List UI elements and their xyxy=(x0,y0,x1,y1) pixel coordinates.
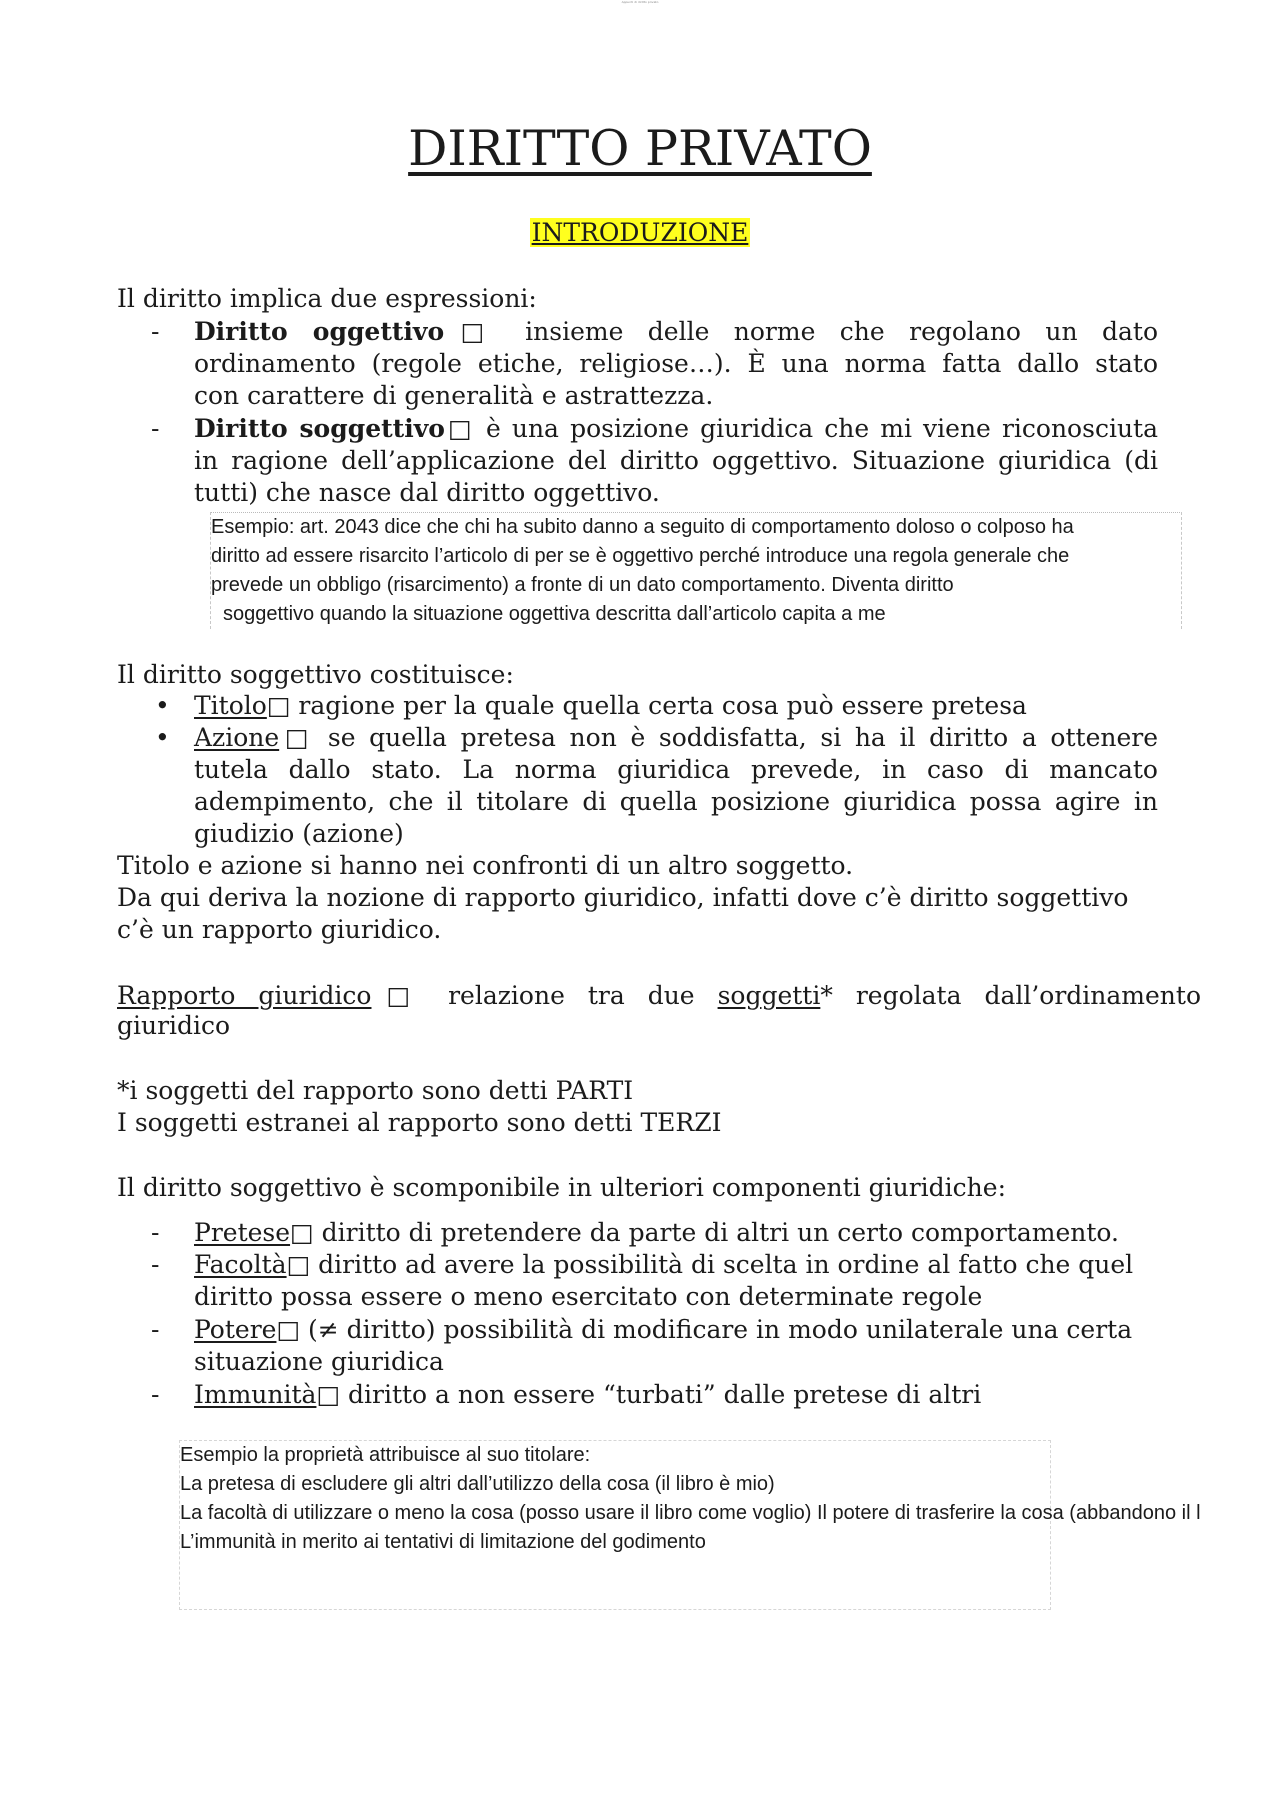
paragraph-line: c’è un rapporto giuridico. xyxy=(117,915,442,944)
list-item-line: situazione giuridica xyxy=(194,1347,444,1376)
term-label: Pretese xyxy=(194,1218,291,1247)
list-item-line: con carattere di generalità e astrattezza. xyxy=(194,381,714,410)
missing-glyph-icon: □ xyxy=(290,1218,314,1247)
term-label: Immunità xyxy=(194,1380,317,1409)
definition-line: giuridico xyxy=(117,1011,231,1040)
term-link: soggetti xyxy=(717,981,821,1010)
bullet-marker: • xyxy=(155,723,170,752)
term-label: Azione xyxy=(194,723,280,752)
example-line: diritto ad essere risarcito l’articolo di per se è oggettivo perché introduce una regola generale che xyxy=(211,545,1070,567)
term-label: Rapporto giuridico xyxy=(117,981,372,1010)
missing-glyph-icon: □ xyxy=(316,1380,341,1409)
list-item-line: ordinamento (regole etiche, religiose…). È una norma fatta dallo stato xyxy=(194,349,1158,378)
example-line: La pretesa di escludere gli altri dall’utilizzo della cosa (il libro è mio) xyxy=(180,1473,775,1495)
example-box xyxy=(210,512,1182,629)
list-marker: - xyxy=(151,414,160,443)
missing-glyph-icon: □ xyxy=(279,723,315,752)
list-item-line: in ragione dell’applicazione del diritto oggettivo. Situazione giuridica (di xyxy=(194,446,1158,475)
list-item: Potere□ (≠ diritto) possibilità di modificare in modo unilaterale una certa xyxy=(194,1315,1133,1344)
section2-intro: Il diritto soggettivo costituisce: xyxy=(117,660,514,689)
list-item: Diritto oggettivo□ insieme delle norme che regolano un dato xyxy=(194,317,1159,346)
page-title: DIRITTO PRIVATO xyxy=(408,120,872,177)
missing-glyph-icon: □ xyxy=(444,414,475,443)
missing-glyph-icon: □ xyxy=(444,317,501,346)
missing-glyph-icon: □ xyxy=(266,691,291,720)
paragraph-line: Da qui deriva la nozione di rapporto giuridico, infatti dove c’è diritto soggettivo xyxy=(117,883,1129,912)
example-line: L’immunità in merito ai tentativi di limitazione del godimento xyxy=(180,1531,706,1553)
term-label: Potere xyxy=(194,1315,277,1344)
list-item-line: tutela dallo stato. La norma giuridica prevede, in caso di mancato xyxy=(194,755,1158,784)
note-line: *i soggetti del rapporto sono detti PARTI xyxy=(117,1076,634,1105)
list-marker: - xyxy=(151,1250,160,1279)
note-line: I soggetti estranei al rapporto sono detti TERZI xyxy=(117,1108,722,1137)
page-header-text: Appunti di diritto privato xyxy=(621,0,659,4)
list-marker: - xyxy=(151,1315,160,1344)
list-item-line: giudizio (azione) xyxy=(194,819,404,848)
missing-glyph-icon: □ xyxy=(286,1250,311,1279)
term-label: Diritto oggettivo xyxy=(194,317,445,346)
list-item: Diritto soggettivo□ è una posizione giuridica che mi viene riconosciuta xyxy=(194,414,1158,443)
example-line: Esempio: art. 2043 dice che chi ha subito danno a seguito di comportamento doloso o colposo ha xyxy=(211,516,1074,538)
term-label: Facoltà xyxy=(194,1250,287,1279)
list-item-line: adempimento, che il titolare di quella posizione giuridica possa agire in xyxy=(194,787,1158,816)
example-box xyxy=(179,1440,1201,1610)
section-subtitle xyxy=(0,218,1280,247)
definition-line: Rapporto giuridico□ relazione tra due soggetti* regolata dall’ordinamento xyxy=(117,981,1201,1010)
missing-glyph-icon: □ xyxy=(371,981,426,1010)
example-line: prevede un obbligo (risarcimento) a fronte di un dato comportamento. Diventa diritto xyxy=(211,574,954,596)
example-line: La facoltà di utilizzare o meno la cosa (posso usare il libro come voglio) Il potere di trasferire la cosa (abbandono il l xyxy=(180,1502,1201,1524)
list-item: Pretese□ diritto di pretendere da parte di altri un certo comportamento. xyxy=(194,1218,1119,1247)
paragraph-line: Titolo e azione si hanno nei confronti di un altro soggetto. xyxy=(117,851,854,880)
list-item-line: diritto possa essere o meno esercitato con determinate regole xyxy=(194,1282,983,1311)
example-line: Esempio la proprietà attribuisce al suo titolare: xyxy=(180,1444,591,1466)
list-item: Azione□ se quella pretesa non è soddisfatta, si ha il diritto a ottenere xyxy=(194,723,1159,752)
list-marker: - xyxy=(151,1218,160,1247)
bullet-marker: • xyxy=(155,691,170,720)
section4-intro: Il diritto soggettivo è scomponibile in ulteriori componenti giuridiche: xyxy=(117,1173,1007,1202)
list-item-line: tutti) che nasce dal diritto oggettivo. xyxy=(194,478,660,507)
missing-glyph-icon: □ xyxy=(276,1315,301,1344)
list-item: Titolo□ ragione per la quale quella certa cosa può essere pretesa xyxy=(194,691,1027,720)
term-label: Titolo xyxy=(194,691,267,720)
list-marker: - xyxy=(151,1380,160,1409)
list-item: Facoltà□ diritto ad avere la possibilità di scelta in ordine al fatto che quel xyxy=(194,1250,1134,1279)
section1-intro: Il diritto implica due espressioni: xyxy=(117,284,537,313)
subtitle-highlight: INTRODUZIONE xyxy=(531,218,749,247)
list-item: Immunità□ diritto a non essere “turbati” dalle pretese di altri xyxy=(194,1380,982,1409)
term-label: Diritto soggettivo xyxy=(194,414,445,443)
list-marker: - xyxy=(151,317,160,346)
example-line: soggettivo quando la situazione oggettiva descritta dall’articolo capita a me xyxy=(223,603,886,625)
